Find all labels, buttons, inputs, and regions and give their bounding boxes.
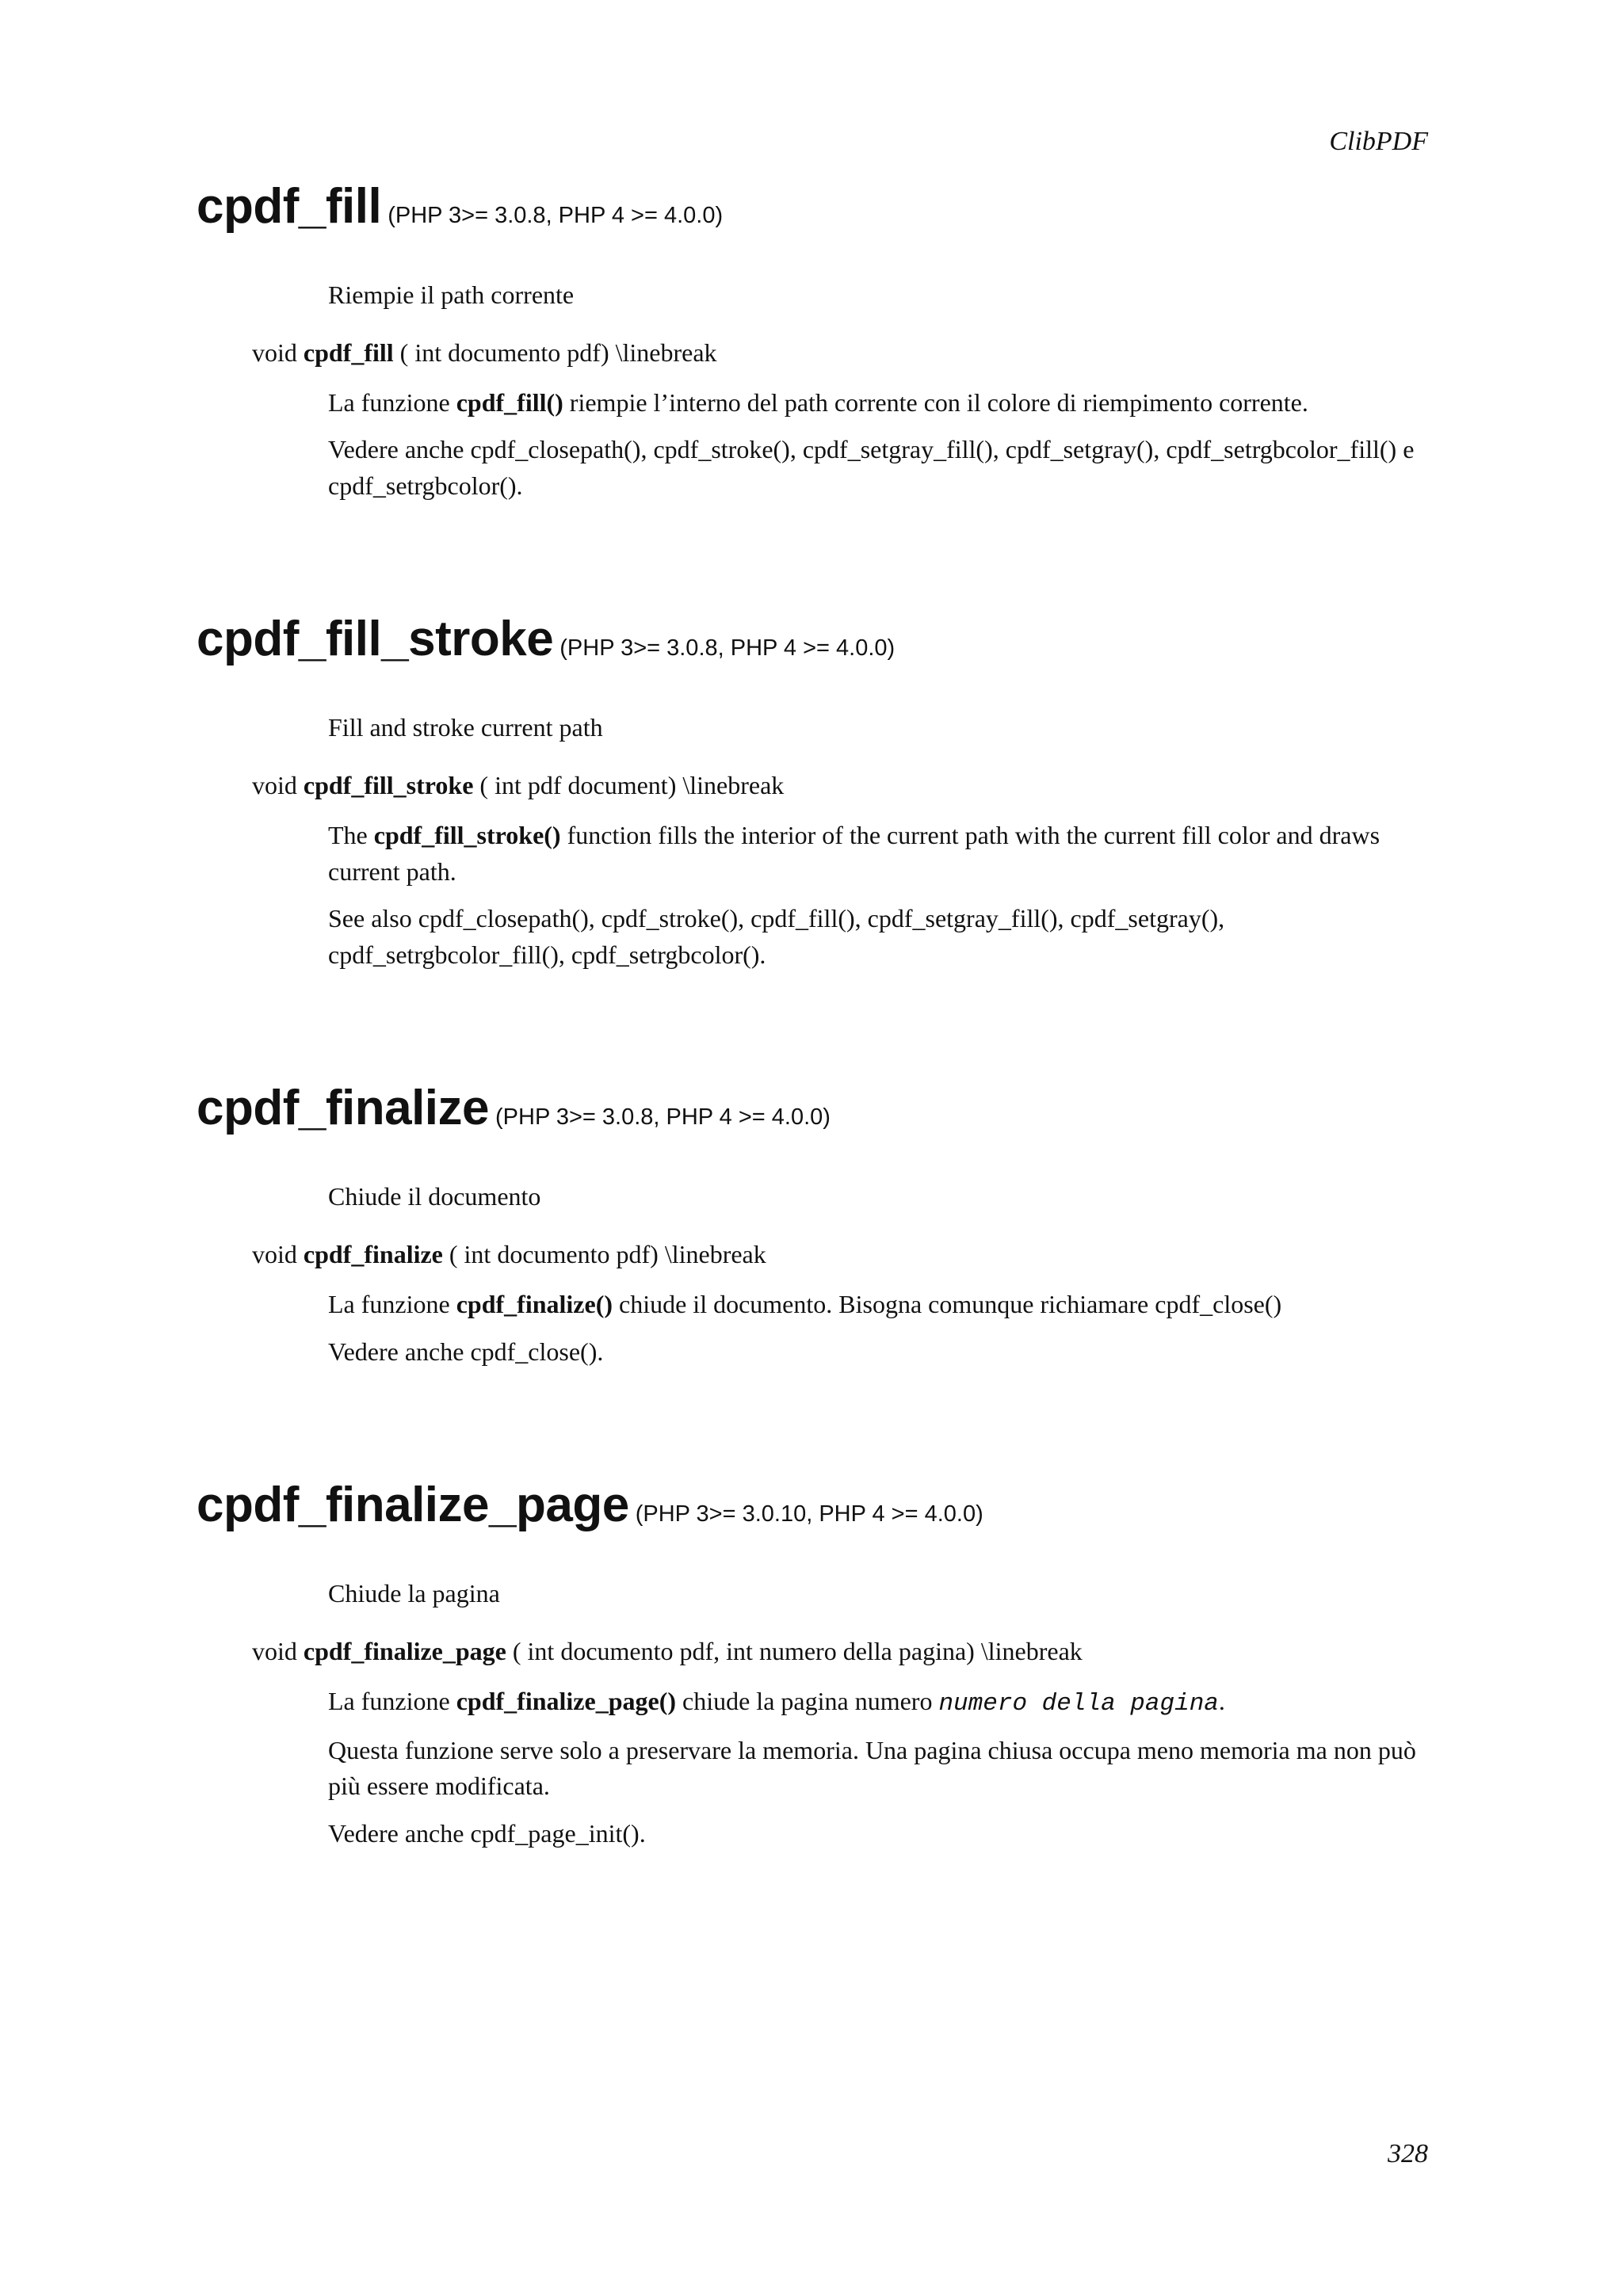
synopsis-function: cpdf_fill [303, 338, 394, 367]
synopsis-args: ( int documento pdf) \linebreak [399, 338, 717, 367]
synopsis-args: ( int documento pdf) \linebreak [449, 1240, 766, 1269]
purpose-line: Riempie il path corrente [328, 280, 575, 309]
function-entry-cpdf-fill [197, 179, 1433, 504]
see-also-paragraph: Vedere anche cpdf_close(). [328, 1337, 604, 1366]
text-run: riempie l’interno del path corrente con il colore di riempimento corrente. [563, 388, 1308, 417]
text-run: chiude la pagina numero [676, 1686, 939, 1715]
return-type: void [252, 771, 297, 800]
synopsis-line [252, 1240, 1433, 1269]
return-type: void [252, 338, 297, 367]
synopsis-line [252, 1637, 1433, 1666]
description-paragraph [328, 1287, 1433, 1322]
function-name: cpdf_fill [197, 179, 382, 234]
document-body [197, 179, 1433, 1962]
synopsis-function: cpdf_finalize [303, 1240, 443, 1269]
parameter-name: numero della pagina [938, 1689, 1219, 1718]
purpose-line: Chiude la pagina [328, 1578, 500, 1608]
synopsis-line [252, 771, 1433, 800]
function-entry-cpdf-fill-stroke [197, 612, 1433, 973]
text-run: The [328, 821, 374, 850]
function-name: cpdf_finalize_page [197, 1477, 629, 1532]
description [328, 818, 1433, 973]
function-reference: cpdf_finalize_page() [456, 1686, 676, 1715]
see-also-paragraph: Vedere anche cpdf_closepath(), cpdf_stroke(), cpdf_setgray_fill(), cpdf_setgray(), cpdf_setrgbcolor_fill() e cpdf_setrgbcolor(). [328, 435, 1415, 500]
synopsis-args: ( int pdf document) \linebreak [479, 771, 785, 800]
return-type: void [252, 1636, 297, 1665]
text-run: La funzione [328, 388, 456, 417]
see-also-paragraph: Vedere anche cpdf_page_init(). [328, 1818, 646, 1848]
text-run: chiude il documento. Bisogna comunque richiamare cpdf_close() [613, 1290, 1282, 1319]
function-entry-cpdf-finalize-page [197, 1477, 1433, 1852]
text-run: function fills the interior of the current path with the current fill color and draws current path. [328, 821, 1381, 886]
synopsis-line [252, 338, 1433, 368]
purpose-line: Chiude il documento [328, 1182, 541, 1211]
entry-title [197, 1477, 1433, 1532]
text-run: La funzione [328, 1290, 456, 1319]
note-paragraph: Questa funzione serve solo a preservare la memoria. Una pagina chiusa occupa meno memoria ma non può più essere modificata. [328, 1735, 1416, 1801]
description-paragraph [328, 818, 1433, 890]
function-reference: cpdf_fill_stroke() [373, 821, 561, 850]
text-run: La funzione [328, 1686, 456, 1715]
description [328, 1287, 1433, 1370]
purpose-line: Fill and stroke current path [328, 713, 603, 742]
function-reference: cpdf_fill() [456, 388, 563, 417]
synopsis-function: cpdf_finalize_page [303, 1636, 506, 1665]
function-name: cpdf_finalize [197, 1081, 490, 1136]
description-paragraph [328, 385, 1433, 421]
description [328, 1684, 1433, 1852]
version-info: (PHP 3>= 3.0.8, PHP 4 >= 4.0.0) [388, 203, 724, 228]
version-info: (PHP 3>= 3.0.8, PHP 4 >= 4.0.0) [495, 1104, 831, 1131]
function-reference: cpdf_finalize() [456, 1290, 613, 1319]
entry-title [197, 1081, 1433, 1136]
function-entry-cpdf-finalize [197, 1081, 1433, 1370]
description [328, 385, 1433, 504]
see-also-paragraph: See also cpdf_closepath(), cpdf_stroke(), cpdf_fill(), cpdf_setgray_fill(), cpdf_setgray(), cpdf_setrgbcolor_fill(), cpdf_setrgbcolor(). [328, 904, 1225, 969]
entry-title [197, 612, 1433, 667]
description-paragraph [328, 1684, 1433, 1722]
running-header: ClibPDF [1329, 127, 1428, 156]
return-type: void [252, 1240, 297, 1269]
entry-title [197, 179, 1433, 234]
function-name: cpdf_fill_stroke [197, 612, 554, 667]
text-run: . [1218, 1686, 1225, 1715]
version-info: (PHP 3>= 3.0.8, PHP 4 >= 4.0.0) [559, 635, 896, 662]
synopsis-args: ( int documento pdf, int numero della pagina) \linebreak [512, 1636, 1083, 1665]
version-info: (PHP 3>= 3.0.10, PHP 4 >= 4.0.0) [635, 1501, 983, 1527]
page-number: 328 [1388, 2139, 1428, 2168]
synopsis-function: cpdf_fill_stroke [303, 771, 474, 800]
